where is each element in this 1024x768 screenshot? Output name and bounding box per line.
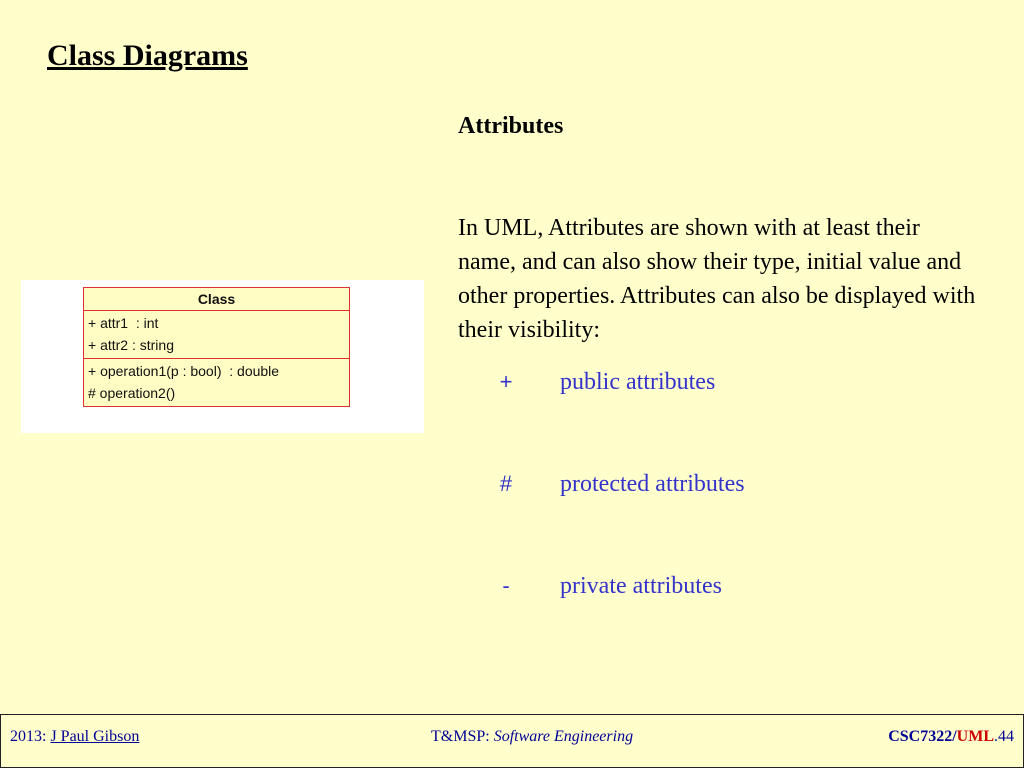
visibility-symbol: - — [502, 573, 510, 598]
visibility-label: public attributes — [560, 369, 716, 395]
body-paragraph: In UML, Attributes are shown with at least their name, and can also show their type, initial value and other properties. Attributes can also be displayed with their visibility: — [458, 215, 976, 343]
uml-class-name: Class — [84, 288, 349, 311]
uml-class-box — [83, 287, 350, 407]
uml-operation: # operation2() — [88, 385, 176, 401]
uml-attribute: + attr2 : string — [88, 337, 174, 353]
footer-course-name: Software Engineering — [493, 728, 634, 745]
uml-operation: + operation1(p : bool) : double — [88, 363, 280, 379]
visibility-item-private — [458, 569, 998, 603]
footer-year: 2013: — [10, 728, 51, 745]
footer-credit — [10, 729, 139, 745]
slide-title: Class Diagrams — [47, 39, 248, 72]
uml-class-diagram — [21, 280, 424, 433]
footer-code-highlight: UML — [956, 728, 994, 745]
uml-operations-compartment — [84, 359, 349, 406]
footer-page-id — [888, 729, 1014, 745]
footer-course-prefix: T&MSP: — [431, 728, 494, 745]
visibility-item-protected — [458, 467, 998, 501]
visibility-item-public — [458, 365, 998, 399]
footer-course — [431, 729, 633, 745]
footer-page-number: .44 — [994, 728, 1014, 745]
visibility-label: protected attributes — [560, 471, 745, 497]
footer-author-link[interactable]: J Paul Gibson — [50, 728, 140, 745]
visibility-symbol: + — [499, 369, 513, 394]
uml-attributes-compartment — [84, 311, 349, 359]
uml-attribute: + attr1 : int — [88, 315, 159, 331]
section-heading: Attributes — [458, 113, 564, 139]
visibility-symbol: # — [499, 471, 513, 496]
slide-footer — [0, 714, 1024, 768]
visibility-label: private attributes — [560, 573, 722, 599]
footer-code: CSC7322/ — [888, 728, 957, 745]
